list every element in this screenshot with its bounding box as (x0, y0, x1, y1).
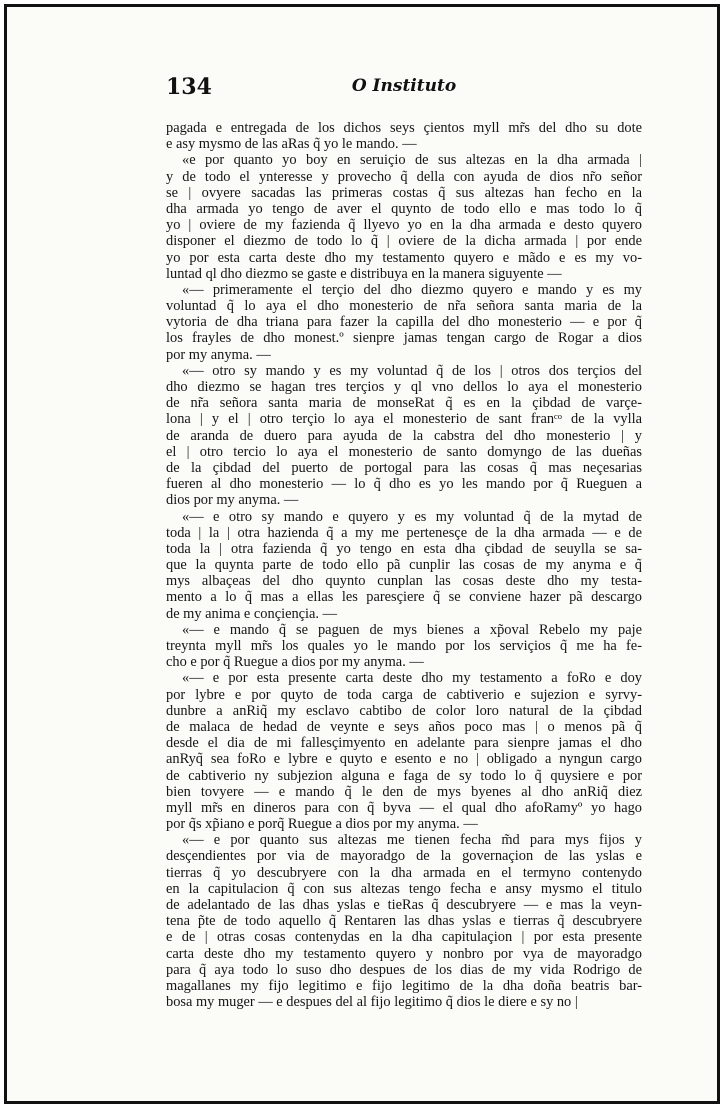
text-line: yo | oviere de my fazienda q̃ llyevo yo en la dha armada e desto quyero (166, 217, 642, 234)
text-line: tierras q̃ yo descubryere con la dha armada en el termyno contenydo (166, 864, 642, 881)
text-line: que la quynta parte de todo ello pã cunplir las cosas de my anyma e q̃ (166, 557, 642, 574)
text-line: los frayles de dho monest.º sienpre jamas tengan cargo de Rogar a dios (166, 330, 642, 347)
text-line: dunbre a anRiq̃ my esclavo cabtibo de color loro natural de la çibdad (166, 702, 642, 719)
text-line: e de | otras cosas contenydas en la dha capitulaçion | por esta presente (166, 929, 642, 946)
text-line: vytoria de dha triana para fazer la capilla del dho monesterio — e por q̃ (166, 314, 642, 331)
text-line: anRyq̃ sea foRo e lybre e quyto e esento e no | obligado a nyngun cargo (166, 751, 642, 768)
text-line: yo por esta carta deste dho my testamento quyero e mãdo e es my vo- (166, 249, 642, 266)
text-line: mys albaçeas del dho quynto cunplan las cosas deste dho my testa- (166, 573, 642, 590)
text-line: por lybre e por quyto de toda carga de cabtiverio e sujezion e syrvy- (166, 686, 642, 703)
text-line: treynta myll mr̃s los quales yo le mando por los serviçios q̃ me ha fe- (166, 638, 642, 654)
text-line: desçendientes por via de mayoradgo de la governaçion de las yslas e (166, 848, 642, 865)
text-line: de aranda de duero para ayuda de la cabstra del dho monesterio | y (166, 427, 642, 444)
text-line: dios por my anyma. — (166, 492, 299, 509)
text-line: luntad ql dho diezmo se gaste e distribuya en la manera siguyente — (166, 265, 562, 282)
text-line: de my anima e conçiençia. — (166, 605, 338, 622)
text-line: «— e por esta presente carta deste dho my testamento a foRo e doy (182, 670, 642, 687)
text-line: bosa my muger — e despues del al fijo legitimo q̃ dios le diere e sy no | (166, 994, 578, 1011)
text-line: bien tovyere — e mando q̃ le den de mys byenes al dho anRiq̃ diez (166, 783, 642, 800)
document-body (166, 120, 642, 1010)
text-line: para q̃ aya todo lo suso dho despues de los dias de my vida Rodrigo de (166, 961, 642, 978)
text-line: «e por quanto yo boy en seruiçio de sus altezas en la dha armada | (182, 152, 642, 169)
text-line: fueren al dho monesterio — lo q̃ dho es yo les mando por q̃ Rueguen a (166, 476, 642, 493)
text-line: magallanes my fijo legitimo e fijo legitimo de la dha doña beatris bar- (166, 977, 642, 994)
text-line: «— e otro sy mando e quyero y es my voluntad q̃ de la mytad de (182, 508, 642, 525)
text-line: tena p̃te de todo aquello q̃ Rentaren las dhas yslas e tierras q̃ descubryere (166, 913, 642, 930)
text-line: «— otro sy mando y es my voluntad q̃ de los | otros dos terçios del (182, 362, 642, 379)
text-line: toda | la | otra hazienda q̃ a my me pertenesçe de la dha armada — e de (166, 524, 642, 541)
text-line: lona | y el | otro terçio lo aya el monesterio de sant franᶜᵒ de la vylla (166, 411, 642, 428)
text-line: pagada e entregada de los dichos seys çientos myll mr̃s del dho su dote (166, 120, 642, 136)
text-line: de la çibdad del puerto de portogal para las cosas q̃ mas neçesarias (166, 459, 642, 476)
text-line: toda la | otra fazienda q̃ yo tengo en esta dha çibdad de seuylla se sa- (166, 540, 642, 557)
text-line: por my anyma. — (166, 346, 271, 363)
text-line: «— e mando q̃ se paguen de mys bienes a xp̃oval Rebelo my paje (182, 621, 642, 638)
text-line: desde el dia de mi fallesçimyento en adelante para sienpre jamas el dho (166, 735, 642, 752)
text-line: se | ovyere sacadas las primeras costas q̃ sus altezas han fecho en la (166, 184, 642, 201)
text-line: por q̃s xp̃iano e porq̃ Ruegue a dios por my anyma. — (166, 816, 478, 833)
text-line: carta deste dho my testamento quyero y nonbro por vya de mayoradgo (166, 945, 642, 962)
text-line: en la capitulacion q̃ con sus altezas tengo fecha e ansy mysmo el titulo (166, 880, 642, 897)
text-line: el | otro tercio lo aya el monesterio de santo domyngo de las dueñas (166, 443, 642, 460)
text-line: de nr̃a señora santa maria de monseRat q̃ es en la çibdad de varçe- (166, 395, 642, 412)
text-line: dho diezmo se hagan tres terçios y ql vno dellos lo aya el monesterio (166, 379, 642, 395)
text-line: e asy mysmo de las aRas q̃ yo le mando. — (166, 136, 417, 153)
text-line: y de todo el ynteresse y provecho q̃ della con ayuda de dios nr̃o señor (166, 168, 642, 185)
text-line: cho e por q̃ Ruegue a dios por my anyma. — (166, 654, 424, 671)
text-line: myll mr̃s en dineros para con q̃ byva — el qual dho afoRamyº yo hago (166, 799, 642, 816)
text-line: «— primeramente el terçio del dho diezmo quyero e mando y es my (182, 281, 642, 298)
text-line: «— e por quanto sus altezas me tienen fecha m̃d para mys fijos y (182, 832, 642, 849)
page-header (166, 74, 642, 104)
text-line: de adelantado de las dhas yslas e tieRas q̃ descubryere — e mas la veyn- (166, 897, 642, 913)
text-line: de cabtiverio ny subjezion alguna e faga de sy todo lo q̃ quysiere e por (166, 767, 642, 784)
text-line: voluntad q̃ lo aya el dho monesterio de nr̃a señora santa maria de la (166, 298, 642, 315)
text-line: mento a lo q̃ mas a ellas les paresçiere q̃ se conviene hazer pã descargo (166, 589, 642, 606)
page-number: 134 (166, 74, 212, 100)
text-line: de malaca de hedad de veynte e seys años poco mas | o menos pã q̃ (166, 718, 642, 735)
journal-title: O Instituto (351, 76, 457, 96)
text-line: dha armada yo tengo de aver el quynto de todo ello e mas todo lo q̃ (166, 200, 642, 217)
text-line: disponer el diezmo de todo lo q̃ | oviere de la dicha armada | por ende (166, 233, 642, 250)
